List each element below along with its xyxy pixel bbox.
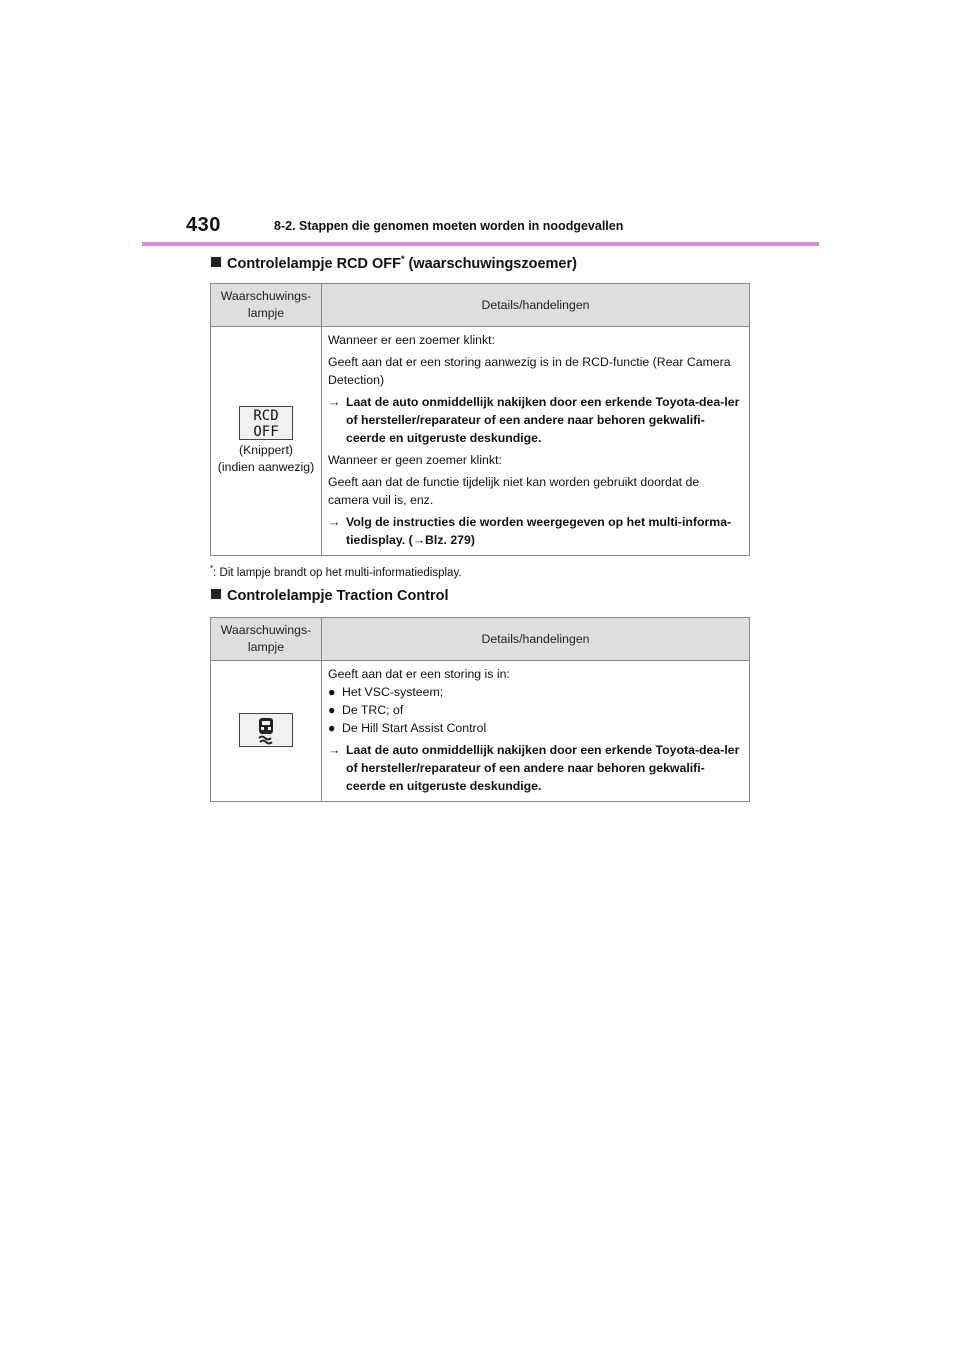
lamp-cell [211, 661, 322, 802]
list-item [328, 683, 743, 701]
col-header-lamp-line1: Waarschuwings- [220, 623, 312, 637]
bullet-icon: ● [328, 685, 336, 699]
traction-control-table [210, 617, 750, 802]
list-item [328, 701, 743, 719]
square-bullet-icon [211, 589, 221, 599]
footnote [210, 564, 462, 579]
heading-traction-control-text: Controlelampje Traction Control [227, 588, 449, 604]
action-item [328, 393, 743, 447]
section-title: 8-2. Stappen die genomen moeten worden in noodgevallen [274, 219, 624, 233]
col-header-details: Details/handelingen [322, 618, 750, 661]
skidding-car-icon [239, 713, 293, 747]
col-header-lamp-line2: lampje [247, 640, 285, 654]
bullet-icon: ● [328, 703, 336, 717]
action-item [328, 513, 743, 549]
table-row [211, 327, 750, 556]
details-cell [322, 661, 750, 802]
col-header-lamp [211, 284, 322, 327]
heading-traction-control [211, 588, 449, 604]
action-text: Laat de auto onmiddellijk nakijken door een erkende Toyota-dea-ler of hersteller/reparateur of een andere naar behoren gekwalifi-ceerde en uitgeruste deskundige. [346, 743, 740, 793]
header-divider [142, 242, 819, 246]
skidding-car-svg [240, 714, 292, 746]
list-item-text: De TRC; of [342, 703, 404, 717]
heading-rcd-off-suffix: (waarschuwingszoemer) [404, 255, 577, 272]
lamp-note-blinks: (Knippert) [239, 443, 293, 457]
rcd-icon-line2: OFF [253, 424, 279, 440]
col-header-details: Details/handelingen [322, 284, 750, 327]
details-text: Wanneer er geen zoemer klinkt: [328, 453, 502, 467]
bullet-icon: ● [328, 721, 336, 735]
col-header-lamp-line1: Waarschuwings- [220, 289, 312, 303]
details-text: Geeft aan dat er een storing is in: [328, 667, 510, 681]
rcd-off-table [210, 283, 750, 556]
rcd-icon-line1: RCD [253, 408, 279, 424]
table-row [211, 661, 750, 802]
arrow-icon: → [328, 743, 341, 757]
details-text: Geeft aan dat de functie tijdelijk niet kan worden gebruikt doordat de camera vuil is, enz. [328, 475, 700, 507]
col-header-lamp [211, 618, 322, 661]
footnote-marker: * [210, 564, 214, 573]
heading-rcd-off [211, 254, 577, 272]
details-text: Wanneer er een zoemer klinkt: [328, 333, 495, 347]
list-item [328, 719, 743, 737]
lamp-note-if-equipped: (indien aanwezig) [217, 460, 315, 474]
page-reference-link[interactable]: →Blz. 279) [412, 533, 475, 547]
square-bullet-icon [211, 257, 221, 267]
details-text: Geeft aan dat er een storing aanwezig is in de RCD-functie (Rear Camera Detection) [328, 355, 731, 387]
lamp-cell [211, 327, 322, 556]
heading-rcd-off-text: Controlelampje RCD OFF [227, 255, 402, 272]
footnote-text: : Dit lampje brandt op het multi-informatiedisplay. [213, 566, 462, 579]
list-item-text: De Hill Start Assist Control [342, 721, 487, 735]
action-text: Laat de auto onmiddellijk nakijken door een erkende Toyota-dea-ler of hersteller/reparateur of een andere naar behoren gekwalifi-ceerde en uitgeruste deskundige. [346, 395, 740, 445]
rcd-off-lamp-icon [239, 406, 293, 440]
action-text: Volg de instructies die worden weergegeven op het multi-informa-tiedisplay. ( [346, 515, 732, 547]
table-header-row [211, 618, 750, 661]
arrow-icon: → [328, 515, 341, 529]
details-cell [322, 327, 750, 556]
footnote-marker: * [401, 254, 405, 264]
table-header-row [211, 284, 750, 327]
arrow-icon: → [328, 395, 341, 409]
page-number: 430 [186, 214, 221, 236]
list-item-text: Het VSC-systeem; [342, 685, 444, 699]
col-header-lamp-line2: lampje [247, 306, 285, 320]
action-item [328, 741, 743, 795]
